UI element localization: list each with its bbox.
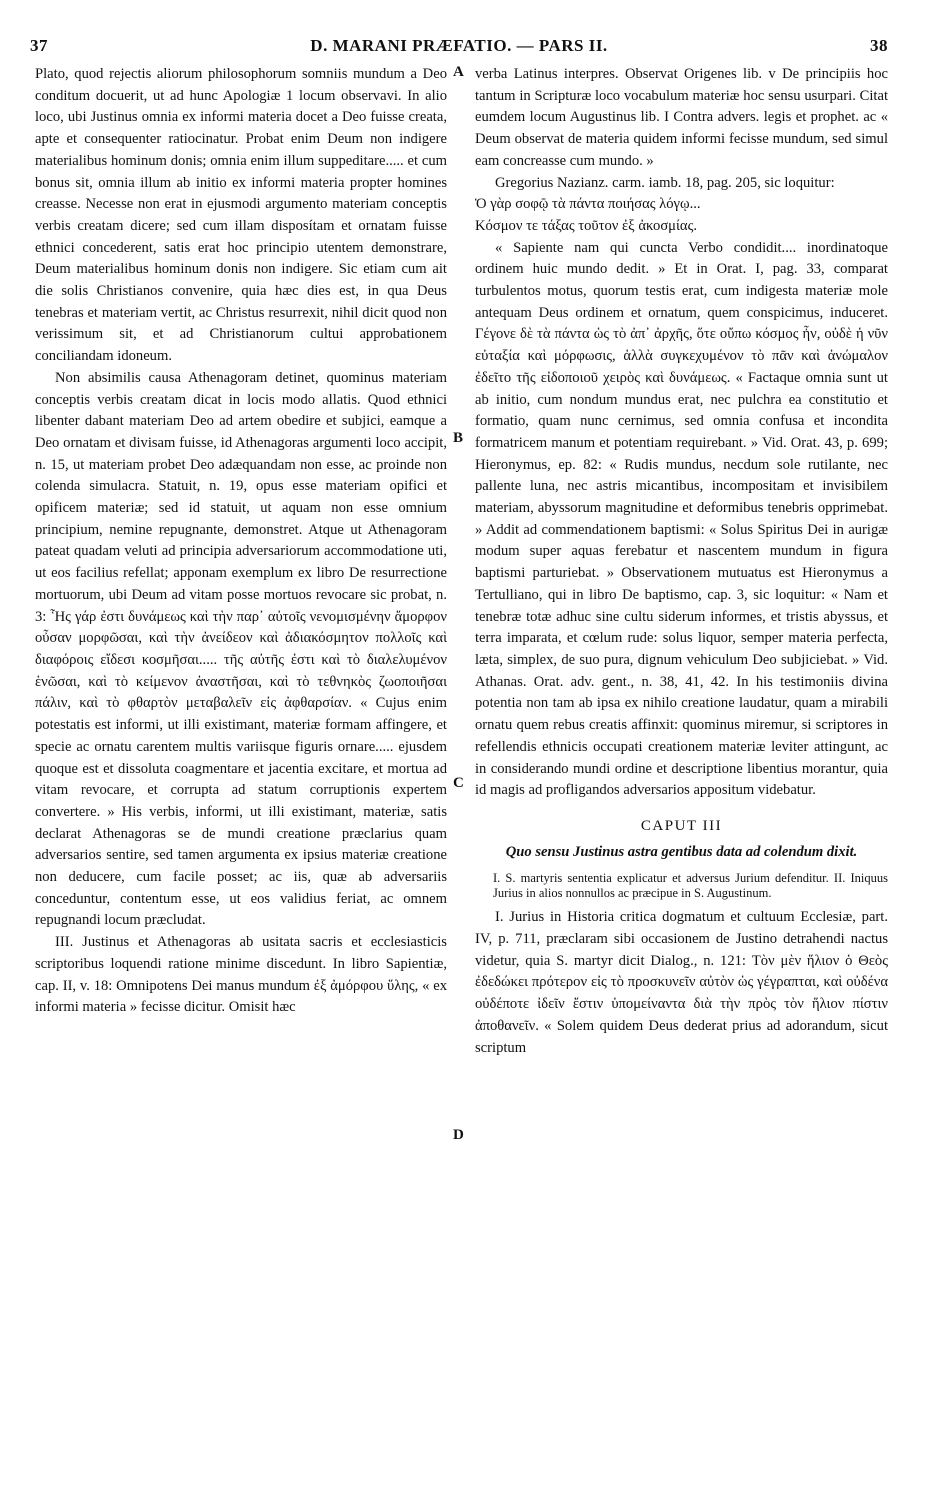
greek-verse-line-2: Κόσμον τε τάξας τοῦτον ἐξ ἀκοσμίας.	[475, 217, 698, 234]
chapter-summary-item-1: I. S. martyris sententia explicatur et adversus Jurium defenditur.	[493, 871, 829, 886]
running-title: D. MARANI PRÆFATIO. — PARS II.	[310, 36, 608, 55]
page-number-right: 38	[870, 36, 888, 55]
margin-marker-d: D	[453, 1127, 464, 1143]
left-paragraph-3: III. Justinus et Athenagoras ab usitata sacris et ecclesiasticis scriptoribus loquendi ratione minime discedunt. In libro Sapientiæ, cap. II, v. 18: Omnipotens Dei manus mundum ἐξ ἀμόρφου ὕλης, « ex informi materia » fecisse dicitur. Omisit hæc	[35, 934, 447, 1016]
right-paragraph-1: verba Latinus interpres. Observat Origenes lib. v De principiis hoc tantum in Scripturæ loco vocabulum materiæ hoc sensu usurpari. Citat eumdem locum Augustinus lib. I Contra advers. legis et prophet. ac « Deum observat de materia quidem informi fecisse mundum, sed simul eam concreasse cum mundo. »	[475, 66, 888, 169]
right-column	[475, 64, 888, 1494]
chapter-title: CAPUT III	[640, 817, 723, 834]
right-paragraph-3: « Sapiente nam qui cuncta Verbo condidit.... inordinatoque ordinem huic mundo dedit. » Et in Orat. I, pag. 33, comparat turbulentos motus, quorum testis erat, cum indigesta materiæ mole antequam Deus ordinem et ornatum, quem conspicimus, induceret. Γέγονε δὲ τὰ πάντα ὡς τὸ ἀπ᾽ ἀρχῆς, ὅτε οὔπω κόσμος ἦν, οὐδὲ ἡ νῦν εὐταξία καὶ μόρφωσις, ἀλλὰ συγκεχυμένον τὸ πᾶν καὶ ἀνώμαλον ἐδεῖτο τῆς εἰδοποιοῦ χειρὸς καὶ δυνάμεως. « Factaque omnia sunt ut ab initio, cum nondum mundus erat, nec pulchra ea constitutio et formatio, quam nunc cernimus, sed omnia confusa et incondita formatricem manum et potentiam requirebant. » Vid. Orat. 43, p. 699; Hieronymus, ep. 82: « Rudis mundus, necdum sole rutilante, nec pallente luna, nec astris micantibus, incompositam et invisibilem materiam, abyssorum magnitudine et deformibus tenebris opprimebat. » Addit ad commendationem baptismi: « Solus Spiritus Dei in aurigæ modum super aquas ferebatur et nascentem mundum in figura baptismi parturiebat. » Observationem mutuatus est Hieronymus a Tertulliano, qui in libro De baptismo, cap. 3, sic loquitur: « Nam et tenebræ totæ adhuc sine cultu siderum informes, et tristis abyssus, et terra imparata, et cœlum rude: solus liquor, semper materia perfecta, læta, simplex, de suo pura, dignum vehiculum Deo subjiciebat. » Vid. Athanas. Orat. adv. gent., n. 38, 41, 42. In his testimoniis divina potentia non tam ab ipsa ex nihilo creatione laudatur, quam a mirabili ornatu quem rebus creatis affinxit: quominus miremur, si scriptores in refellendis ethnicis occupati creationem materiæ leviter attingunt, ac in considerando mundi ordine et descriptione libentius morantur, quia id magis ad profligandos adversarios appositum videbatur.	[475, 239, 888, 799]
left-column	[35, 64, 447, 1494]
chapter-subtitle: Quo sensu Justinus astra gentibus data ad colendum dixit.	[505, 843, 858, 860]
greek-verse-line-1: Ὁ γὰρ σοφῷ τὰ πάντα ποιήσας λόγῳ...	[475, 196, 701, 213]
left-paragraph-2: Non absimilis causa Athenagoram detinet, quominus materiam conceptis verbis creatam dicat in locis modo allatis. Quod ethnici libenter dabant materiam Deo ad artem obedire et subjici, eamque a Deo ornatam et divisam fuisse, id Athenagoras argumenti loco accipit, n. 15, ut materiam probet Deo adæquandam non esse, ac proinde non colenda simulacra. Statuit, n. 19, opus esse materiam opifici et opificem materiæ; sed id statuit, ut aquam non esse omnium principium, nemine repugnante, demonstret. Atque ut Athenagoram pateat quadam veluti ad principia adversariorum accommodatione uti, ut eos facilius refellat; apponam exemplum ex libro De resurrectione mortuorum, ubi Deum ad vitam posse mortuos revocare sic probat, n. 3: Ἧς γάρ ἐστι δυνάμεως καὶ τὴν παρ᾽ αὐτοῖς νενομισμένην ἄμορφον οὖσαν μορφῶσαι, καὶ τὴν ἀνείδεον καὶ ἀδιακόσμητον πολλοῖς καὶ διαφόροις εἴδεσι κοσμῆσαι..... τῆς αὐτῆς ἐστι καὶ τὸ διαλελυμένον ἑνῶσαι, καὶ τὸ κείμενον ἀναστῆσαι, καὶ τὸ τεθνηκὸς ζωοποιῆσαι πάλιν, καὶ τὸ φθαρτὸν μεταβαλεῖν εἰς ἀφθαρσίαν. « Cujus enim potestatis est informi, ut illi existimant, materiæ formam affingere, et specie ac ornatu carentem multis variisque figuris ornare..... ejusdem quoque est et dissoluta coagmentare et jacentia excitare, et mortua ad vitam revocare, et corrupta ad statum corruptionis expertem convertere. » His verbis, informi, ut illi existimant, materiæ, satis declarat Athenagoras se de mundi creatione præclarius quam adversarios sentire, sed tamen argumenta ex ipsius materiæ creatione non deducere, cum facile posset; ac iis, quæ ab adversariis conceduntur, contentum esse, ut eos validius feriat, ac omnem repugnandi locum præcludat.	[35, 369, 447, 929]
page-number-left: 37	[30, 36, 48, 55]
margin-marker-c: C	[453, 775, 464, 791]
greek-verse-block	[475, 194, 888, 237]
left-paragraph-1: Plato, quod rejectis aliorum philosophorum somniis mundum a Deo conditum docuerit, ut ad hunc Apologiæ 1 locum observavi. In alio loco, ubi Justinus omnia ex informi materia docet a Deo fuisse creata, apte et consequenter ratiocinatur. Probat enim Deum non indigere materialibus hominum donis; omnia enim illum suppeditare..... et cum bonus sit, omnia illum ab initio ex informi materia propter homines creasse. Necesse non erat in ejusmodi argumento materiam conceptis verbis creatam dicere; sed cum illam disposítam et ornatam fuisse ethnici concederent, satis erat hoc principio utentem demonstrare, Deum materialibus hominum donis non indigere. Sic etiam cum ait die solis Christianos convenire, quia hæc dies est, in qua Deus tenebras et materiam vertit, ac Christus resurrexit, nihil dicit quod non verissimum sit, et ad Christianorum cultui approbationem conciliandam idoneum.	[35, 66, 447, 365]
right-paragraph-4: I. Jurius in Historia critica dogmatum et cultuum Ecclesiæ, part. IV, p. 711, præclaram sibi occasionem de Justino detrahendi nactus videtur, quia S. martyr dicit Dialog., n. 121: Τὸν μὲν ἥλιον ὁ Θεὸς ἐδεδώκει πρότερον εἰς τὸ προσκυνεῖν αὐτὸν ὡς γέγραπται, καὶ οὐδένα οὐδέποτε ἰδεῖν ἔστιν ὑπομείναντα διὰ τὴν πρὸς τὸν ἥλιον πίστιν ἀποθανεῖν. « Solem quidem Deus dederat prius ad adorandum, sicut scriptum	[475, 909, 888, 1056]
margin-marker-a: A	[453, 64, 464, 80]
chapter-summary-item-2: II. Iniquus Jurius in alios nonnullos ac præcipue in S. Augustinum.	[493, 871, 888, 901]
chapter-summary	[475, 871, 888, 901]
page-header	[30, 36, 888, 58]
margin-marker-b: B	[453, 430, 464, 446]
right-paragraph-2: Gregorius Nazianz. carm. iamb. 18, pag. 205, sic loquitur:	[495, 174, 835, 191]
